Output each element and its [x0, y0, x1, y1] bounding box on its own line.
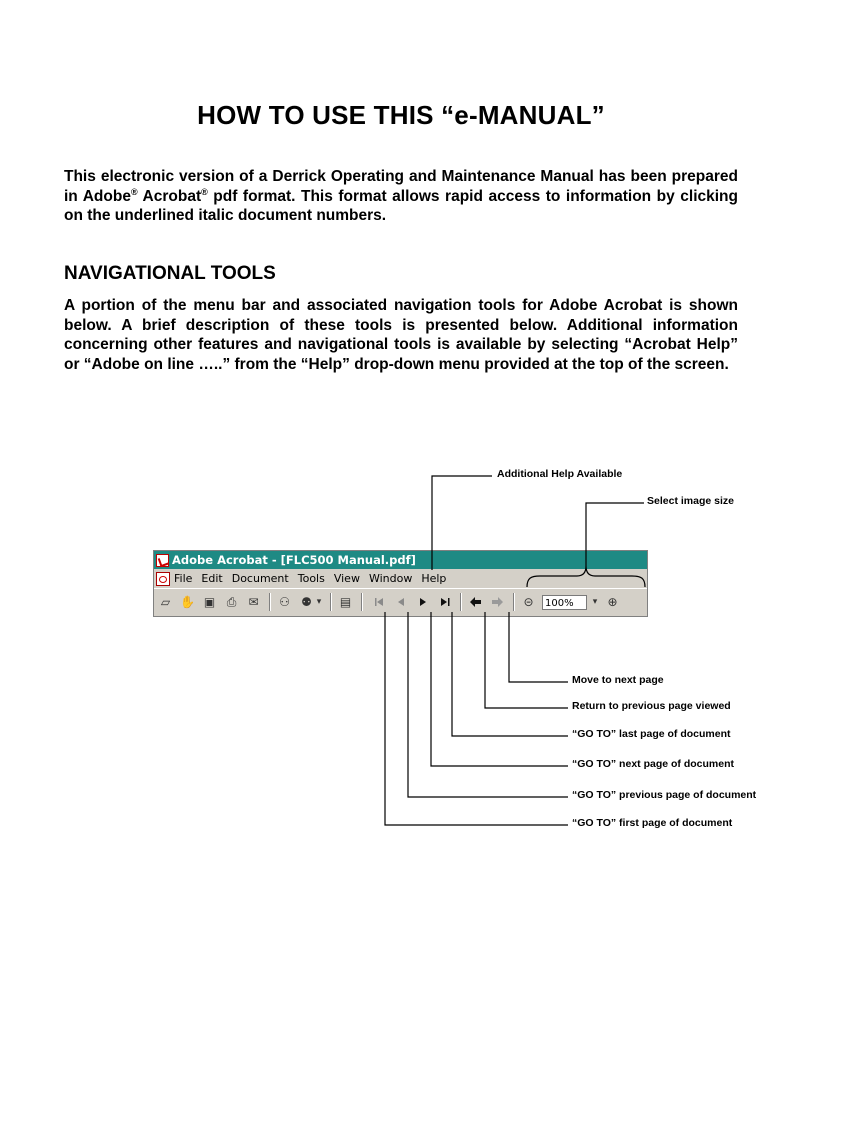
intro-paragraph: This electronic version of a Derrick Operating and Maintenance Manual has been prepared in Adobe® Acrobat® pdf format. This format allows rapid access to information by clicking on the underlined italic document numbers.	[64, 168, 738, 224]
save-icon[interactable]: ▣	[203, 595, 216, 609]
menu-window[interactable]: Window	[368, 572, 413, 585]
forward-leader-line	[509, 612, 568, 682]
menu-view[interactable]: View	[333, 572, 360, 585]
callout-return-previous-view: Return to previous page viewed	[572, 700, 731, 712]
find-icon[interactable]: ⚇	[279, 595, 290, 609]
search-dropdown-icon[interactable]: ▾	[316, 597, 322, 607]
callout-go-to-next-page: “GO TO” next page of document	[572, 758, 734, 770]
hand-icon[interactable]: ✋	[180, 595, 195, 609]
zoom-out-icon[interactable]: ⊝	[523, 595, 534, 609]
window-title: Adobe Acrobat - [FLC500 Manual.pdf]	[172, 553, 416, 567]
zoom-input[interactable]: 100%	[542, 595, 587, 610]
section-heading: NAVIGATIONAL TOOLS	[64, 263, 276, 284]
callout-move-next-page: Move to next page	[572, 674, 664, 686]
print-icon[interactable]: ⎙	[226, 594, 237, 609]
last-page-leader-line	[452, 612, 568, 736]
previous-page-leader-line	[408, 612, 568, 797]
first-page-leader-line	[385, 612, 568, 825]
search-icon[interactable]: ⚉	[301, 595, 312, 609]
callout-go-to-previous-page: “GO TO” previous page of document	[572, 789, 757, 801]
menu-file[interactable]: File	[174, 572, 193, 585]
callout-additional-help: Additional Help Available	[497, 468, 623, 480]
email-icon[interactable]: ✉	[248, 595, 259, 609]
menu-edit[interactable]: Edit	[201, 572, 223, 585]
zoom-dropdown-icon[interactable]: ▾	[592, 597, 598, 607]
zoom-in-icon[interactable]: ⊕	[607, 595, 618, 609]
callout-go-to-first-page: “GO TO” first page of document	[572, 817, 733, 829]
callout-go-to-last-page: “GO TO” last page of document	[572, 728, 731, 740]
menu-document[interactable]: Document	[231, 572, 289, 585]
back-leader-line	[485, 612, 568, 708]
menu-help[interactable]: Help	[421, 572, 447, 585]
image-size-brace	[527, 566, 645, 587]
pages-panel-icon[interactable]: ▤	[339, 595, 352, 609]
section-paragraph: A portion of the menu bar and associated navigation tools for Adobe Acrobat is shown below. A brief description of these tools is presented below. Additional information concerning other features and navigational tools is available by selecting “Acrobat Help” or “Adobe on line …..” from the “Help” drop-down menu provided at the top of the screen.	[64, 297, 738, 373]
open-icon[interactable]: ▱	[160, 595, 171, 609]
callout-select-image-size: Select image size	[647, 495, 734, 507]
image-size-leader-line	[586, 503, 644, 566]
help-leader-line	[432, 476, 492, 570]
page-title: HOW TO USE THIS “e-MANUAL”	[197, 100, 605, 130]
menu-tools[interactable]: Tools	[297, 572, 325, 585]
